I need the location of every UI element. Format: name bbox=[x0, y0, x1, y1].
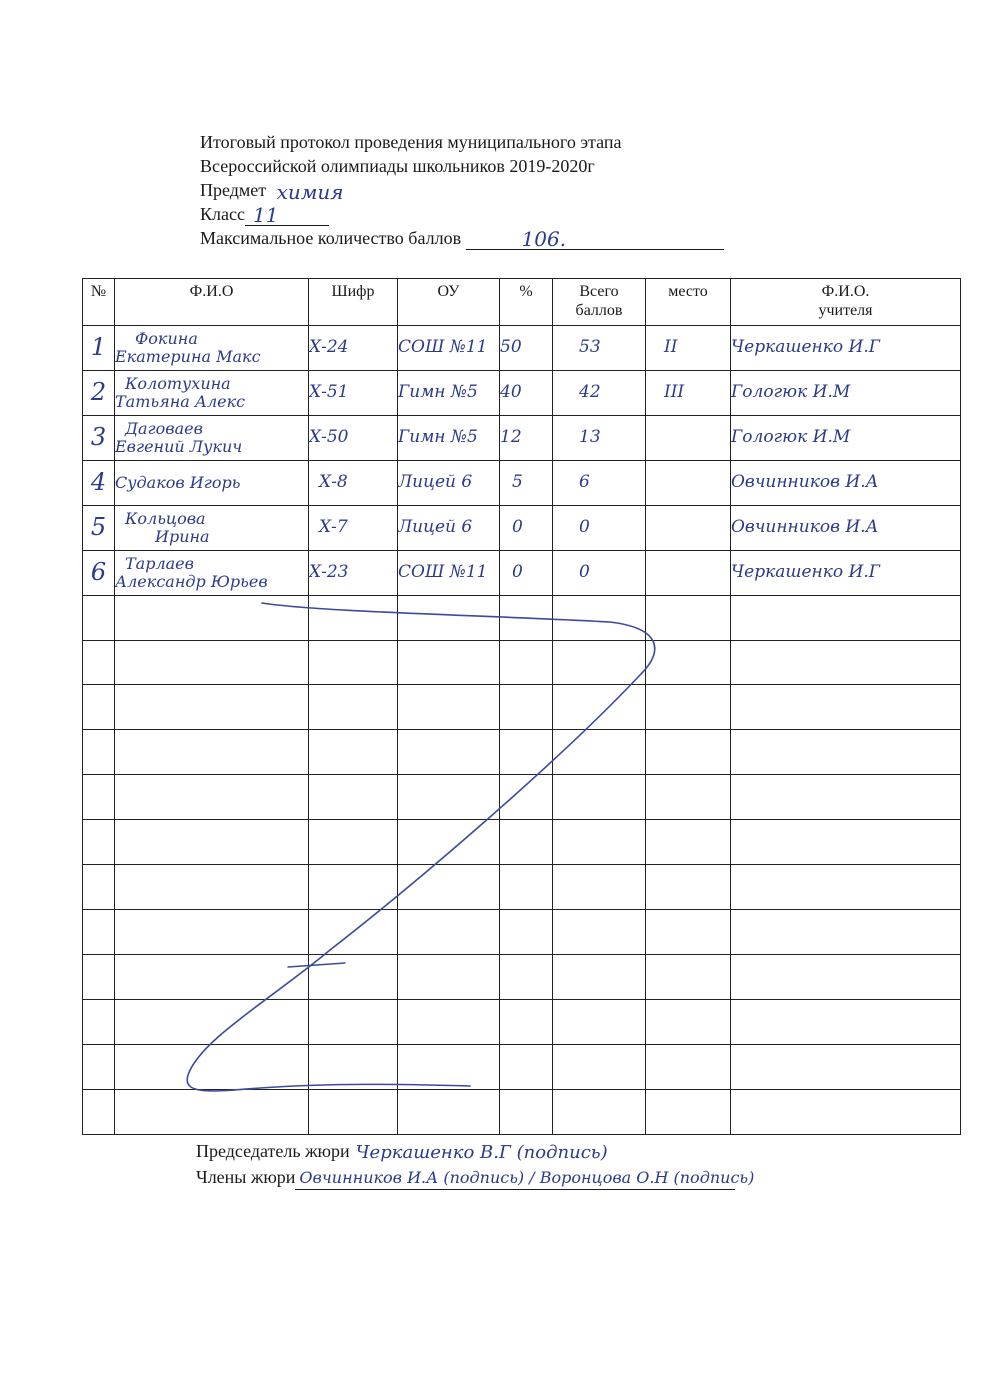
empty-row bbox=[83, 1000, 961, 1045]
col-header-percent: % bbox=[500, 279, 553, 326]
row-name bbox=[115, 415, 309, 460]
row-place bbox=[646, 415, 731, 460]
row-place: III bbox=[646, 370, 731, 415]
row-percent: 12 bbox=[500, 415, 553, 460]
subject-row bbox=[200, 178, 820, 202]
row-teacher: Черкашенко И.Г bbox=[731, 550, 961, 595]
row-percent: 40 bbox=[500, 370, 553, 415]
max-score-field bbox=[466, 229, 724, 250]
row-name bbox=[115, 505, 309, 550]
max-score-row bbox=[200, 226, 820, 250]
results-table bbox=[82, 278, 961, 1135]
jury-chair-field bbox=[350, 1142, 736, 1164]
row-code: Х-23 bbox=[309, 550, 398, 595]
jury-footer bbox=[196, 1138, 956, 1190]
class-row bbox=[200, 202, 820, 226]
row-num: 2 bbox=[83, 370, 115, 415]
title-line-2: Всероссийской олимпиады школьников 2019-2020г bbox=[200, 156, 595, 176]
row-num: 5 bbox=[83, 505, 115, 550]
jury-chair-signature: Черкашенко В.Г (подпись) bbox=[355, 1142, 608, 1163]
empty-row bbox=[83, 865, 961, 910]
class-label: Класс bbox=[200, 204, 245, 224]
row-place bbox=[646, 550, 731, 595]
row-school: Лицей 6 bbox=[398, 460, 500, 505]
empty-row bbox=[83, 1044, 961, 1089]
row-total: 0 bbox=[553, 550, 646, 595]
row-surname: Кольцова bbox=[125, 508, 206, 528]
row-num: 6 bbox=[83, 550, 115, 595]
row-percent: 0 bbox=[500, 550, 553, 595]
empty-row bbox=[83, 640, 961, 685]
empty-row bbox=[83, 595, 961, 640]
row-code: Х-8 bbox=[309, 460, 398, 505]
row-code: Х-50 bbox=[309, 415, 398, 460]
empty-row bbox=[83, 1089, 961, 1134]
row-given-name: Екатерина Макс bbox=[115, 346, 261, 366]
row-surname: Судаков Игорь bbox=[115, 472, 241, 492]
row-total: 0 bbox=[553, 505, 646, 550]
row-given-name: Александр Юрьев bbox=[115, 571, 268, 591]
row-code: Х-7 bbox=[309, 505, 398, 550]
empty-row bbox=[83, 775, 961, 820]
row-num: 1 bbox=[83, 325, 115, 370]
row-school: Гимн №5 bbox=[398, 370, 500, 415]
table-row bbox=[83, 415, 961, 460]
row-given-name: Евгений Лукич bbox=[115, 436, 243, 456]
jury-members-signatures: Овчинников И.А (подпись) / Воронцова О.Н (подпись) bbox=[299, 1168, 755, 1187]
row-school: СОШ №11 bbox=[398, 550, 500, 595]
col-header-num: № bbox=[83, 279, 115, 326]
row-surname: Тарлаев bbox=[125, 553, 194, 573]
table-row bbox=[83, 550, 961, 595]
row-place bbox=[646, 460, 731, 505]
col-header-name: Ф.И.О bbox=[115, 279, 309, 326]
row-surname: Колотухина bbox=[125, 373, 231, 393]
jury-members-field bbox=[295, 1167, 755, 1190]
row-teacher: Гологюк И.М bbox=[731, 370, 961, 415]
table-row bbox=[83, 370, 961, 415]
row-given-name: Татьяна Алекс bbox=[115, 391, 246, 411]
jury-members-row bbox=[196, 1164, 956, 1190]
table-row bbox=[83, 460, 961, 505]
row-total: 42 bbox=[553, 370, 646, 415]
empty-row bbox=[83, 820, 961, 865]
row-teacher: Овчинников И.А bbox=[731, 460, 961, 505]
subject-field bbox=[271, 182, 391, 202]
row-percent: 5 bbox=[500, 460, 553, 505]
row-school: Гимн №5 bbox=[398, 415, 500, 460]
max-score-value: 106. bbox=[521, 227, 567, 251]
jury-members-label: Члены жюри bbox=[196, 1167, 296, 1187]
col-header-school: ОУ bbox=[398, 279, 500, 326]
row-teacher: Черкашенко И.Г bbox=[731, 325, 961, 370]
class-value: 11 bbox=[252, 203, 279, 227]
empty-row bbox=[83, 955, 961, 1000]
row-surname: Даговаев bbox=[125, 418, 203, 438]
row-percent: 50 bbox=[500, 325, 553, 370]
protocol-header bbox=[200, 130, 820, 250]
subject-value: химия bbox=[276, 180, 344, 204]
row-school: Лицей 6 bbox=[398, 505, 500, 550]
col-header-place: место bbox=[646, 279, 731, 326]
table-row bbox=[83, 325, 961, 370]
row-place: II bbox=[646, 325, 731, 370]
class-field bbox=[245, 205, 329, 226]
row-code: Х-24 bbox=[309, 325, 398, 370]
row-total: 53 bbox=[553, 325, 646, 370]
col-header-total: Всего баллов bbox=[553, 279, 646, 326]
max-score-label: Максимальное количество баллов bbox=[200, 228, 462, 248]
row-place bbox=[646, 505, 731, 550]
row-percent: 0 bbox=[500, 505, 553, 550]
row-code: Х-51 bbox=[309, 370, 398, 415]
jury-chair-label: Председатель жюри bbox=[196, 1141, 350, 1161]
row-num: 4 bbox=[83, 460, 115, 505]
row-surname: Фокина bbox=[135, 328, 198, 348]
row-school: СОШ №11 bbox=[398, 325, 500, 370]
row-total: 13 bbox=[553, 415, 646, 460]
empty-row bbox=[83, 730, 961, 775]
row-num: 3 bbox=[83, 415, 115, 460]
row-teacher: Овчинников И.А bbox=[731, 505, 961, 550]
row-name bbox=[115, 325, 309, 370]
empty-row bbox=[83, 910, 961, 955]
empty-row bbox=[83, 685, 961, 730]
row-name bbox=[115, 550, 309, 595]
table-row bbox=[83, 505, 961, 550]
title-line-1: Итоговый протокол проведения муниципального этапа bbox=[200, 132, 622, 152]
col-header-teacher: Ф.И.О. учителя bbox=[731, 279, 961, 326]
subject-label: Предмет bbox=[200, 180, 267, 200]
table-header-row bbox=[83, 279, 961, 326]
row-given-name: Ирина bbox=[155, 526, 210, 546]
col-header-code: Шифр bbox=[309, 279, 398, 326]
jury-chair-row bbox=[196, 1138, 956, 1164]
row-total: 6 bbox=[553, 460, 646, 505]
row-teacher: Гологюк И.М bbox=[731, 415, 961, 460]
row-name bbox=[115, 460, 309, 505]
row-name bbox=[115, 370, 309, 415]
